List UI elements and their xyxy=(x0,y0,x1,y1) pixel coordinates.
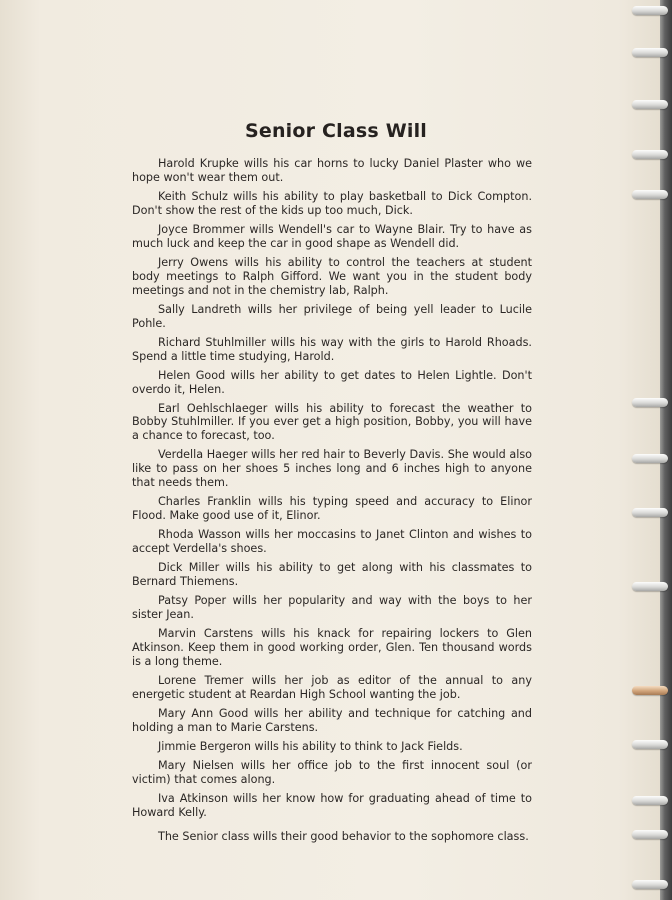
will-paragraph: Mary Ann Good wills her ability and technique for catching and holding a man to Marie Carstens. xyxy=(132,706,532,734)
will-paragraph: Jimmie Bergeron wills his ability to think to Jack Fields. xyxy=(158,739,463,753)
will-paragraph: Helen Good wills her ability to get dates to Helen Lightle. Don't overdo it, Helen. xyxy=(132,368,532,396)
will-paragraph: Dick Miller wills his ability to get along with his classmates to Bernard Thiemens. xyxy=(132,561,532,589)
binding-ring xyxy=(632,796,668,805)
binding-ring xyxy=(632,454,668,463)
will-paragraph: Sally Landreth wills her privilege of being yell leader to Lucile Pohle. xyxy=(132,302,532,330)
binding-ring xyxy=(632,880,668,889)
page-title: Senior Class Will xyxy=(244,120,428,142)
will-paragraph: Charles Franklin wills his typing speed and accuracy to Elinor Flood. Make good use of it, Elinor. xyxy=(132,495,532,523)
will-paragraph: Keith Schulz wills his ability to play basketball to Dick Compton. Don't show the rest of the kids up too much, Dick. xyxy=(132,189,532,217)
will-paragraph: Patsy Poper wills her popularity and way with the boys to her sister Jean. xyxy=(132,594,532,621)
binding-ring xyxy=(632,190,668,199)
will-paragraph: Verdella Haeger wills her red hair to Beverly Davis. She would also like to pass on her shoes 5 inches long and 6 inches high to anyone that needs them. xyxy=(132,448,532,490)
will-paragraph: Marvin Carstens wills his knack for repairing lockers to Glen Atkinson. Keep them in good working order, Glen. Ten thousand words is a long theme. xyxy=(132,627,532,668)
binding-ring xyxy=(632,150,668,159)
binding-ring xyxy=(632,740,668,749)
binding-ring xyxy=(632,48,668,57)
will-paragraph: Joyce Brommer wills Wendell's car to Wayne Blair. Try to have as much luck and keep the car in good shape as Wendell did. xyxy=(132,222,532,250)
binding-ring xyxy=(632,686,668,695)
will-paragraph: Earl Oehlschlaeger wills his ability to forecast the weather to Bobby Stuhlmiller. If you ever get a high position, Bobby, you will have a chance to forecast, too. xyxy=(132,401,532,443)
binding-ring xyxy=(632,398,668,407)
binding-ring xyxy=(632,508,668,517)
binding-ring xyxy=(632,582,668,591)
closing-paragraph: The Senior class wills their good behavior to the sophomore class. xyxy=(158,829,529,843)
will-text xyxy=(132,157,532,849)
will-paragraph: Mary Nielsen wills her office job to the first innocent soul (or victim) that comes along. xyxy=(132,759,532,786)
will-paragraph: Rhoda Wasson wills her moccasins to Janet Clinton and wishes to accept Verdella's shoes. xyxy=(132,528,532,556)
will-paragraph: Richard Stuhlmiller wills his way with the girls to Harold Rhoads. Spend a little time studying, Harold. xyxy=(132,335,532,363)
will-paragraph: Jerry Owens wills his ability to control the teachers at student body meetings to Ralph Gifford. We want you in the student body meetings and not in the chemistry lab, Ralph. xyxy=(132,255,532,297)
will-paragraph: Iva Atkinson wills her know how for graduating ahead of time to Howard Kelly. xyxy=(132,792,532,819)
binding-ring xyxy=(632,830,668,839)
will-paragraph: Lorene Tremer wills her job as editor of the annual to any energetic student at Reardan High School wanting the job. xyxy=(132,673,532,701)
will-paragraph: Harold Krupke wills his car horns to lucky Daniel Plaster who we hope won't wear them out. xyxy=(132,157,532,184)
binding-ring xyxy=(632,100,668,109)
binding-ring xyxy=(632,6,668,15)
